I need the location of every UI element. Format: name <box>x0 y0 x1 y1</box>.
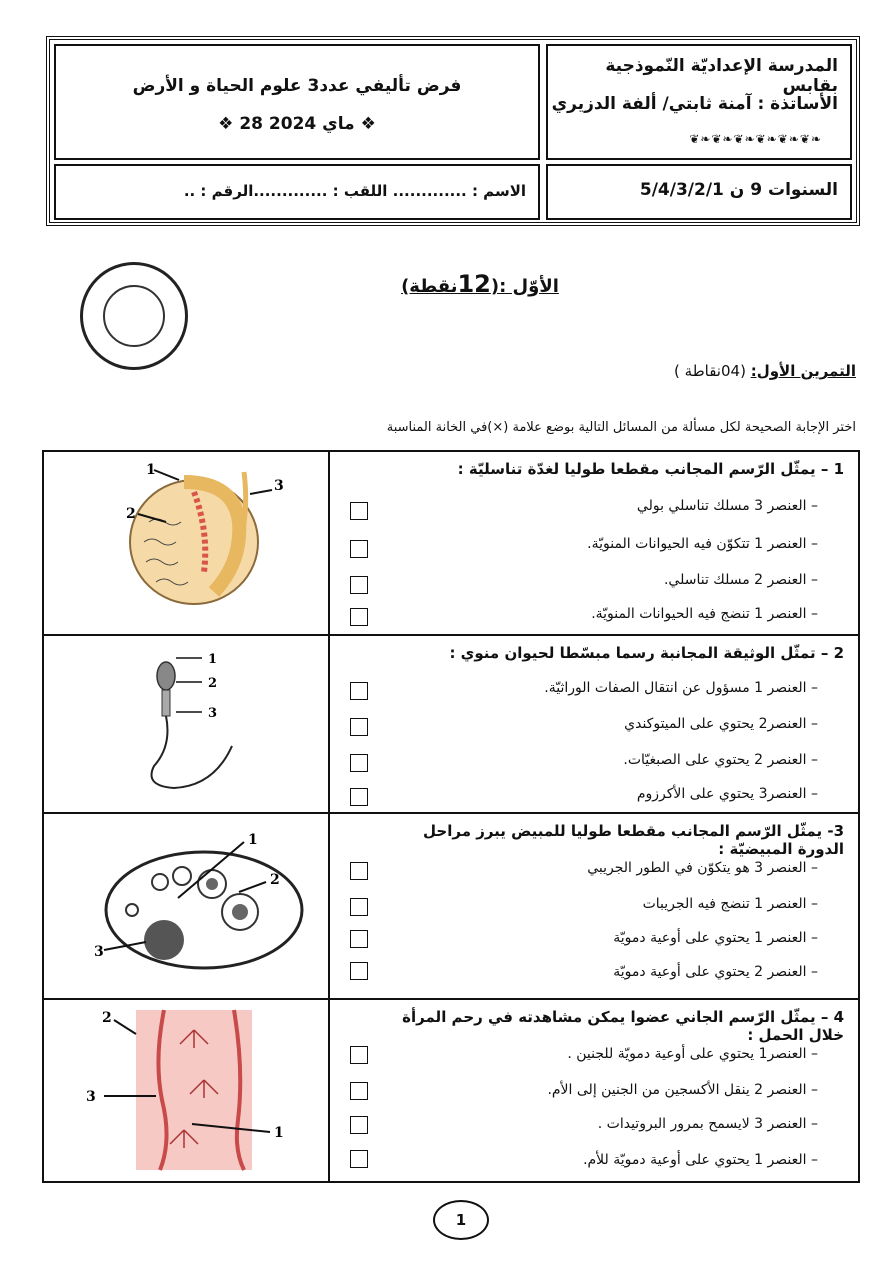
exam-title: فرض تأليفي عدد3 علوم الحياة و الأرض <box>132 76 462 96</box>
ornament-icon: ❖ <box>354 114 376 134</box>
option-label: – العنصر 1 يحتوي على أوعية دمويّة للأم. <box>583 1152 818 1168</box>
answer-checkbox[interactable] <box>350 1116 368 1134</box>
levels: السنوات 9 ن 5/4/3/2/1 <box>639 180 838 200</box>
svg-text:3: 3 <box>274 478 284 494</box>
svg-text:2: 2 <box>126 506 136 522</box>
sperm-diagram <box>44 636 330 812</box>
option-label: – العنصر1 يحتوي على أوعية دمويّة للجنين . <box>567 1046 818 1062</box>
exam-date-row <box>56 114 538 134</box>
option-label: – العنصر 3 مسلك تناسلي بولي <box>636 498 818 514</box>
figure-cell <box>44 814 330 998</box>
question-title: 3- يمثّل الرّسم المجانب مقطعا طوليا للمبيض يبرز مراحل الدورة المبيضيّة : <box>423 822 844 858</box>
option-label: – العنصر 2 يحتوي على أوعية دمويّة <box>613 964 818 980</box>
answer-checkbox[interactable] <box>350 1082 368 1100</box>
svg-text:1: 1 <box>146 462 156 478</box>
page-number: 1 <box>433 1200 489 1240</box>
figure-cell <box>44 1000 330 1181</box>
svg-text:2: 2 <box>270 872 280 888</box>
answer-checkbox[interactable] <box>350 930 368 948</box>
question-row <box>44 1000 858 1181</box>
option-label: – العنصر 3 هو يتكوّن في الطور الجريبي <box>587 860 818 876</box>
levels-cell <box>546 164 852 220</box>
answer-checkbox[interactable] <box>350 788 368 806</box>
svg-text:1: 1 <box>248 832 258 848</box>
answer-checkbox[interactable] <box>350 962 368 980</box>
ornament-icon: ❖ <box>218 114 240 134</box>
svg-text:3: 3 <box>86 1089 96 1105</box>
answer-checkbox[interactable] <box>350 1046 368 1064</box>
question-row <box>44 814 858 1000</box>
option-label: – العنصر3 يحتوي على الأكرزوم <box>636 786 818 802</box>
option-label: – العنصر 3 لايسمح بمرور البروتيدات . <box>597 1116 818 1132</box>
question-title: 4 – يمثّل الرّسم الجاني عضوا يمكن مشاهدته في رحم المرأة خلال الحمل : <box>402 1008 844 1044</box>
svg-text:3: 3 <box>208 706 218 721</box>
instruction: اختر الإجابة الصحيحة لكل مسألة من المسائل التالية بوضع علامة (×)في الخانة المناسبة <box>386 420 856 435</box>
option-label: – العنصر 2 يحتوي على الصبغيّات. <box>623 752 818 768</box>
exercise-heading <box>674 362 856 380</box>
questions-table <box>42 450 860 1183</box>
section-title-suffix: نقطة) <box>401 276 458 297</box>
exam-date: 28 ماي 2024 <box>239 114 355 134</box>
school-cell <box>546 44 852 160</box>
figure-cell <box>44 452 330 634</box>
school-name: المدرسة الإعداديّة النّموذجية بقابس <box>605 56 838 96</box>
stamp-inner-circle <box>103 285 165 347</box>
exam-title-cell <box>54 44 540 160</box>
figure-cell <box>44 636 330 812</box>
option-label: – العنصر 1 تنضج فيه الجريبات <box>642 896 818 912</box>
placenta-diagram <box>44 1000 330 1179</box>
option-label: – العنصر 2 ينقل الأكسجين من الجنين إلى الأم. <box>547 1082 818 1098</box>
svg-text:2: 2 <box>208 676 218 691</box>
option-label: – العنصر 1 يحتوي على أوعية دمويّة <box>613 930 818 946</box>
exercise-points: (04نقاطة ) <box>674 362 751 380</box>
option-label: – العنصر 1 مسؤول عن انتقال الصفات الوراثيّة. <box>544 680 818 696</box>
answer-checkbox[interactable] <box>350 862 368 880</box>
teachers-line: الأساتذة : آمنة ثابتي/ ألفة الدزيري <box>551 94 838 114</box>
answer-checkbox[interactable] <box>350 682 368 700</box>
answer-checkbox[interactable] <box>350 540 368 558</box>
ovary-diagram <box>44 814 330 998</box>
svg-text:2: 2 <box>102 1010 112 1026</box>
answer-checkbox[interactable] <box>350 608 368 626</box>
question-title: 1 – يمثّل الرّسم المجانب مقطعا طوليا لغدّة تناسليّة : <box>457 460 844 478</box>
svg-text:1: 1 <box>208 652 218 667</box>
option-label: – العنصر 2 مسلك تناسلي. <box>663 572 818 588</box>
student-fields[interactable]: الاسم : ............. اللقب : .............الرقم : .. <box>183 182 526 200</box>
student-info-cell <box>54 164 540 220</box>
answer-checkbox[interactable] <box>350 576 368 594</box>
svg-text:3: 3 <box>94 944 104 960</box>
answer-checkbox[interactable] <box>350 898 368 916</box>
option-label: – العنصر 1 تنضج فيه الحيوانات المنويّة. <box>591 606 818 622</box>
section-title-prefix: الأوّل :( <box>490 276 559 297</box>
option-label: – العنصر 1 تتكوّن فيه الحيوانات المنويّة. <box>587 536 818 552</box>
section-points: 12 <box>457 270 491 298</box>
school-stamp <box>80 262 188 370</box>
exam-header <box>46 36 860 226</box>
answer-checkbox[interactable] <box>350 754 368 772</box>
answer-checkbox[interactable] <box>350 502 368 520</box>
question-row <box>44 636 858 814</box>
svg-text:1: 1 <box>274 1125 284 1141</box>
answer-checkbox[interactable] <box>350 718 368 736</box>
question-row <box>44 452 858 636</box>
testis-diagram <box>44 452 330 634</box>
option-label: – العنصر2 يحتوي على الميتوكندي <box>624 716 818 732</box>
decorative-border: ❦❧❦❧❦❧❦❧❦❧❦❧ <box>689 132 822 146</box>
question-title: 2 – تمثّل الوثيقة المجانبة رسما مبسّطا لحيوان منوي : <box>449 644 844 662</box>
exercise-title: التمرين الأول: <box>750 362 856 380</box>
answer-checkbox[interactable] <box>350 1150 368 1168</box>
section-title <box>380 270 580 298</box>
